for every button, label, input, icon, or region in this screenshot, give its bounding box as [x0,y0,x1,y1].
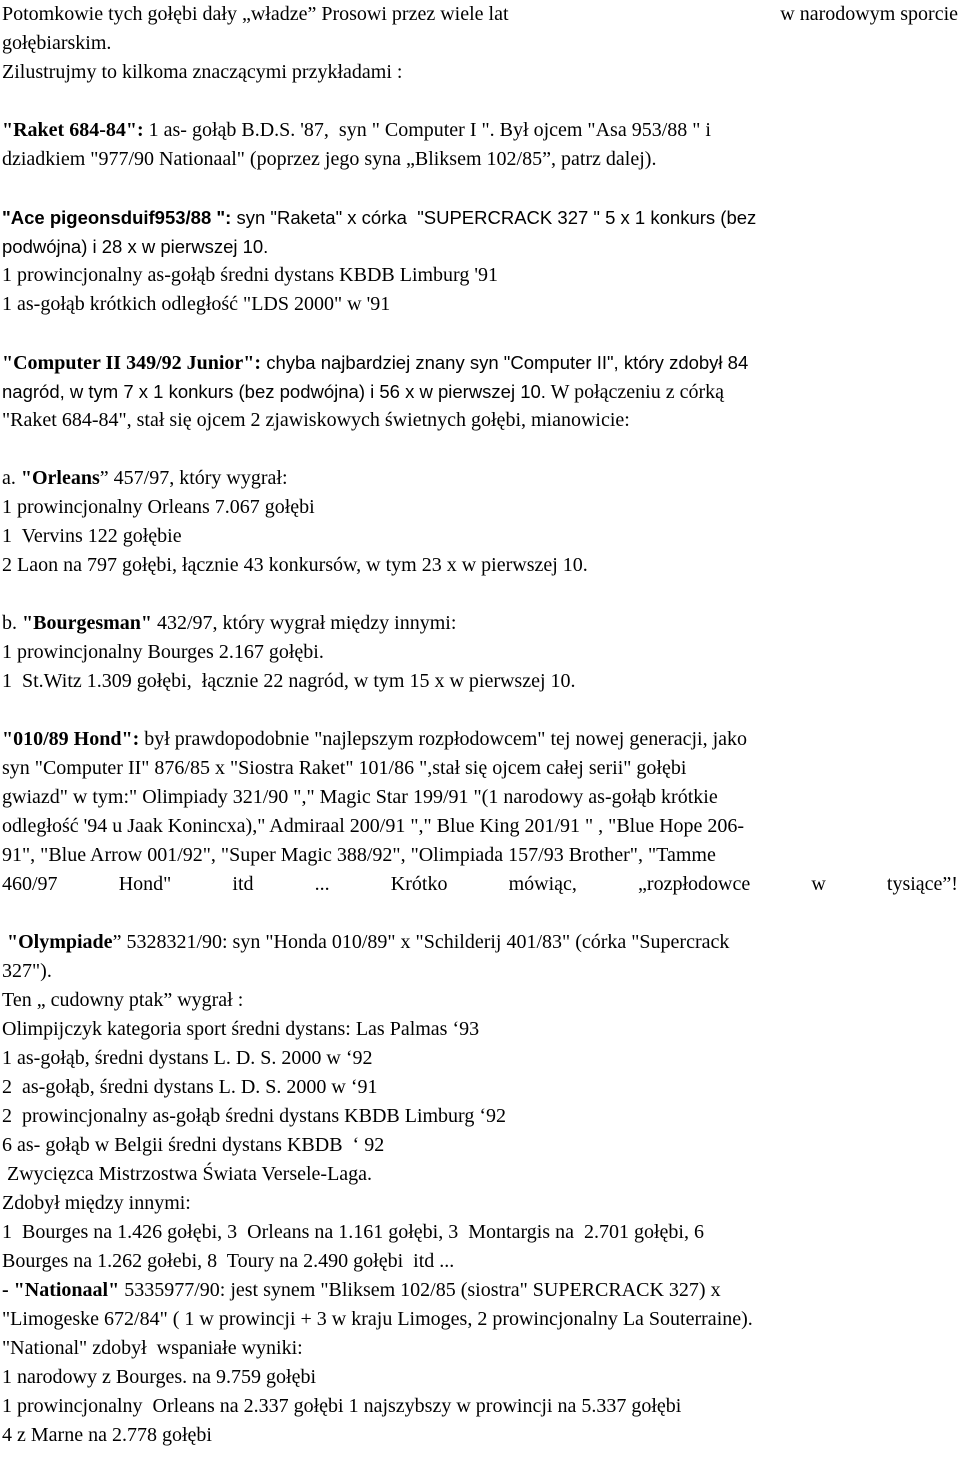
olympiade-line-3: Ten „ cudowny ptak” wygrał : [2,989,244,1011]
raket-line-1 [2,116,958,145]
orleans-line-4: 2 Laon na 797 gołębi, łącznie 43 konkursów, w tym 23 x w pierwszej 10. [2,554,588,576]
hond-line-6-word: mówiąc, [508,873,577,895]
olympiade-line-8: 6 as- gołąb w Belgii średni dystans KBDB ‘ 92 [2,1134,385,1156]
olympiade-paragraph [2,928,958,1276]
olympiade-line-10: Zdobył między innymi: [2,1192,191,1214]
intro-line-1-text: Potomkowie tych gołębi dały „władze” Prosowi przez wiele lat [2,3,509,25]
nationaal-name: "Nationaal" [13,1279,120,1301]
bourgesman-paragraph [2,609,958,696]
hond-line-1 [2,725,958,754]
hond-line-6-word: Hond" [118,873,172,895]
computer2-text-1: chyba najbardziej znany syn "Computer II", który zdobył 84 [261,352,749,373]
computer2-line-3: "Raket 684-84", stał się ojcem 2 zjawiskowych świetnych gołębi, mianowicie: [2,409,630,431]
ace-line-3: 1 prowincjonalny as-gołąb średni dystans KBDB Limburg '91 [2,264,498,286]
bourgesman-line-1 [2,609,958,638]
hond-line-6-word: 460/97 [2,873,58,895]
raket-name: "Raket 684-84": [2,119,144,141]
hond-line-5: 91", "Blue Arrow 001/92", "Super Magic 388/92", "Olimpiada 157/93 Brother", "Tamme [2,844,716,866]
intro-line-1 [2,0,958,29]
hond-line-3: gwiazd" w tym:" Olimpiady 321/90 "," Magic Star 199/91 "(1 narodowy as-gołąb krótkie [2,786,718,808]
olympiade-line-6: 2 as-gołąb, średni dystans L. D. S. 2000 w ‘91 [2,1076,378,1098]
hond-line-4: odległość '94 u Jaak Konincxa)," Admiraal 200/91 "," Blue King 201/91 " , "Blue Hope 206- [2,815,745,837]
raket-text-1: 1 as- gołąb B.D.S. '87, syn " Computer I ". Był ojcem "Asa 953/88 " i [143,119,711,141]
olympiade-line-7: 2 prowincjonalny as-gołąb średni dystans KBDB Limburg ‘92 [2,1105,507,1127]
nationaal-line-1 [2,1276,958,1305]
intro-paragraph [2,0,958,87]
orleans-paragraph [2,464,958,580]
bourgesman-prefix: b. [2,612,22,634]
bourgesman-text-1: 432/97, który wygrał między innymi: [152,612,457,634]
nationaal-line-6: 4 z Marne na 2.778 gołębi [2,1424,212,1446]
ace-line-4: 1 as-gołąb krótkich odległość "LDS 2000" w '91 [2,293,391,315]
olympiade-line-2: 327"). [2,960,52,982]
nationaal-line-2: "Limogeske 672/84" ( 1 w prowincji + 3 w kraju Limoges, 2 prowincjonalny La Souterraine). [2,1308,753,1330]
hond-line-6-word: tysiące”! [886,873,958,895]
hond-text-1: był prawdopodobnie "najlepszym rozpłodowcem" tej nowej generacji, jako [139,728,748,750]
ace-line-1 [2,203,958,232]
olympiade-line-4: Olimpijczyk kategoria sport średni dystans: Las Palmas ‘93 [2,1018,480,1040]
olympiade-line-11: 1 Bourges na 1.426 gołębi, 3 Orleans na 1.161 gołębi, 3 Montargis na 2.701 gołębi, 6 [2,1221,704,1243]
olympiade-line-5: 1 as-gołąb, średni dystans L. D. S. 2000 w ‘92 [2,1047,373,1069]
bourgesman-line-2: 1 prowincjonalny Bourges 2.167 gołębi. [2,641,324,663]
raket-paragraph [2,116,958,174]
ace-paragraph [2,203,958,319]
hond-name: "010/89 Hond": [2,728,140,750]
ace-text-1: syn "Raketa" x córka "SUPERCRACK 327 " 5 x 1 konkurs (bez [231,207,757,228]
nationaal-text-1: 5335977/90: jest synem "Bliksem 102/85 (siostra" SUPERCRACK 327) x [119,1279,721,1301]
olympiade-line-9: Zwycięzca Mistrzostwa Świata Versele-Laga. [2,1163,373,1185]
orleans-prefix: a. [2,467,21,489]
orleans-line-2: 1 prowincjonalny Orleans 7.067 gołębi [2,496,315,518]
nationaal-paragraph [2,1276,958,1450]
nationaal-line-3: "National" zdobył wspaniałe wyniki: [2,1337,303,1359]
bourgesman-line-3: 1 St.Witz 1.309 gołębi, łącznie 22 nagród, w tym 15 x w pierwszej 10. [2,670,576,692]
computer2-name: "Computer II 349/92 Junior": [2,352,262,374]
orleans-line-1 [2,464,958,493]
olympiade-name: "Olympiade [7,931,113,953]
olympiade-text-1: ” 5328321/90: syn "Honda 010/89" x "Schilderij 401/83" (córka "Supercrack [112,931,730,953]
olympiade-line-1 [2,928,958,957]
computer2-line-1 [2,348,958,377]
hond-line-6-word: itd [232,873,254,895]
nationaal-line-5: 1 prowincjonalny Orleans na 2.337 gołębi 1 najszybszy w prowincji na 5.337 gołębi [2,1395,682,1417]
computer2-line-2b: W połączeniu z córką [545,381,725,403]
hond-paragraph [2,725,958,899]
orleans-name: "Orleans [20,467,100,489]
orleans-line-3: 1 Vervins 122 gołębie [2,525,182,547]
hond-line-6-word: „rozpłodowce [638,873,751,895]
ace-name: "Ace pigeonsduif953/88 ": [2,207,232,228]
orleans-text-1: ” 457/97, który wygrał: [99,467,288,489]
olympiade-line-12: Bourges na 1.262 gołebi, 8 Toury na 2.490 gołębi itd ... [2,1250,455,1272]
hond-line-6-word: ... [314,873,330,895]
ace-line-2: podwójna) i 28 x w pierwszej 10. [2,236,269,257]
computer2-line-2a: nagród, w tym 7 x 1 konkurs (bez podwójna) i 56 x w pierwszej 10. [2,381,546,402]
hond-line-2: syn "Computer II" 876/85 x "Siostra Raket" 101/86 ",stał się ojcem całej serii" gołębi [2,757,687,779]
hond-line-6 [2,870,958,899]
hond-line-6-word: w [811,873,826,895]
nationaal-line-4: 1 narodowy z Bourges. na 9.759 gołębi [2,1366,317,1388]
document-page [2,0,958,1450]
bourgesman-name: "Bourgesman" [22,612,152,634]
hond-line-6-word: Krótko [390,873,448,895]
intro-line-1-end: w narodowym sporcie [780,3,958,25]
intro-line-2: gołębiarskim. [2,32,112,54]
computer2-line-2 [2,377,958,406]
intro-line-3: Zilustrujmy to kilkoma znaczącymi przykładami : [2,61,403,83]
computer2-paragraph [2,348,958,435]
raket-line-2: dziadkiem "977/90 Nationaal" (poprzez jego syna „Bliksem 102/85”, patrz dalej). [2,148,657,170]
nationaal-prefix: - [2,1279,14,1301]
